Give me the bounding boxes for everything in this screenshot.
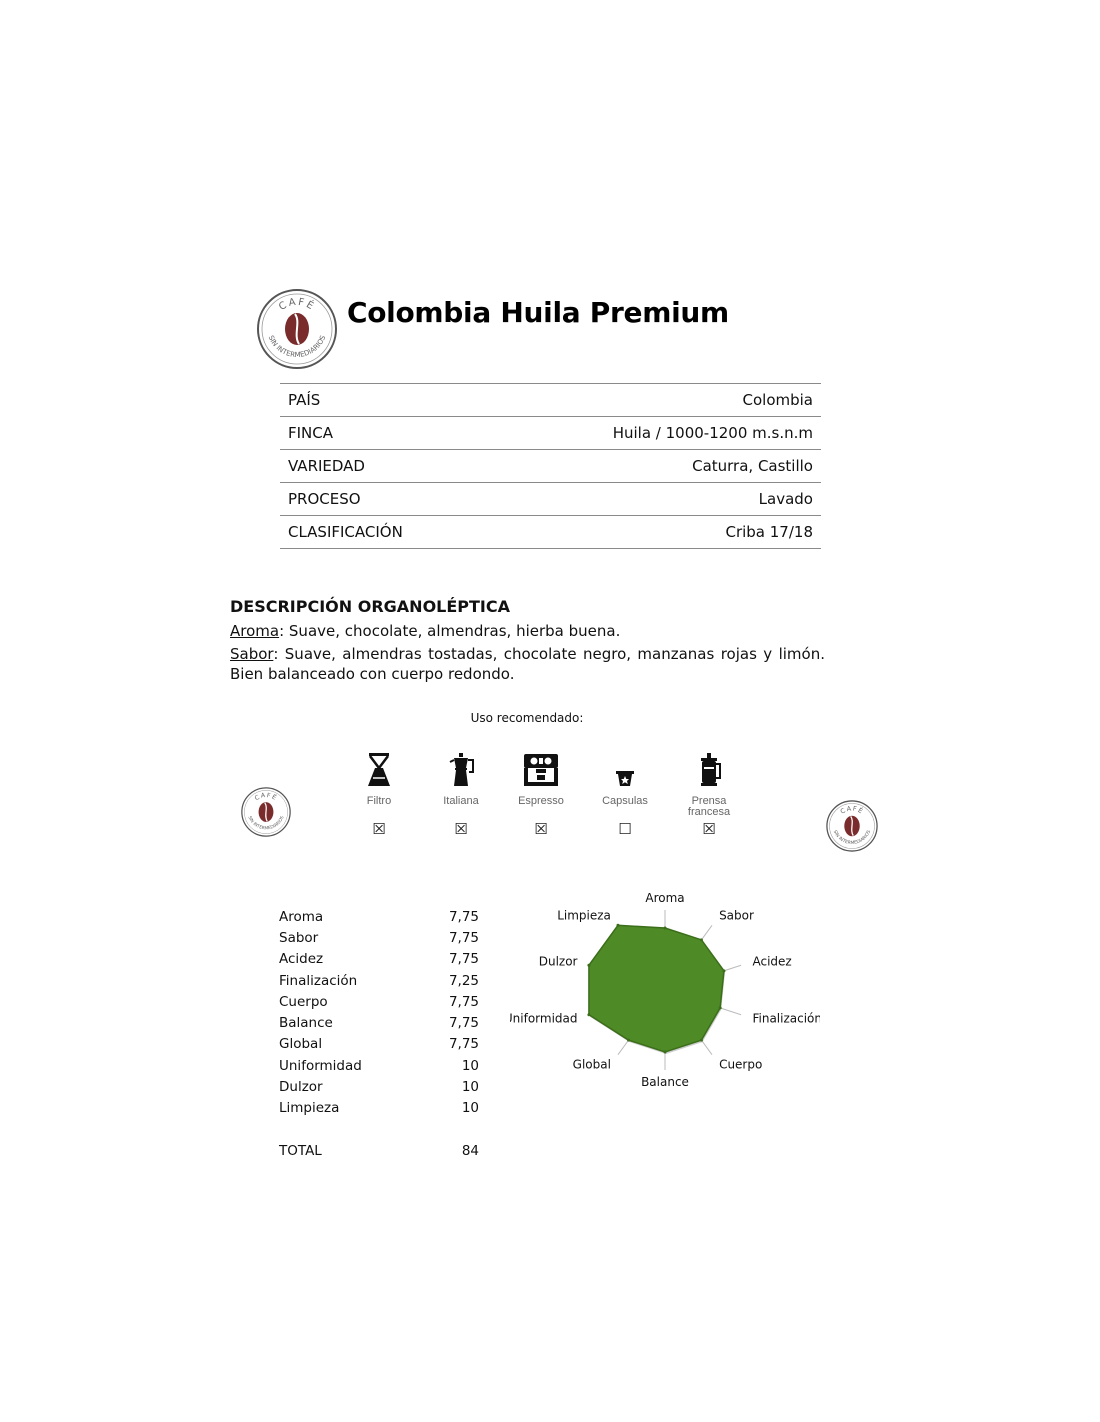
radar-point [722, 969, 725, 972]
score-value: 7,75 [448, 951, 479, 968]
score-value: 7,75 [448, 929, 479, 946]
score-row [279, 1076, 479, 1097]
spec-value: Criba 17/18 [725, 523, 813, 541]
total-label: TOTAL [279, 1142, 322, 1159]
spec-value: Caturra, Castillo [692, 457, 813, 475]
score-label: Acidez [279, 951, 324, 968]
score-row [279, 949, 479, 970]
logo-text-top: CAFÉ [277, 296, 317, 314]
aroma-text: : Suave, chocolate, almendras, hierba buena. [279, 622, 621, 640]
spec-label: FINCA [288, 424, 334, 442]
logo-text-top: CAFÉ [838, 804, 866, 816]
method-filtro [339, 750, 419, 838]
score-label: Dulzor [279, 1079, 323, 1096]
score-row [279, 1098, 479, 1119]
score-row [279, 927, 479, 948]
method-italiana [421, 750, 501, 838]
method-checkbox: ☒ [702, 820, 716, 838]
score-row [279, 1012, 479, 1033]
sabor-label: Sabor [230, 645, 274, 663]
total-value: 84 [461, 1142, 479, 1159]
spec-value: Huila / 1000-1200 m.s.n.m [612, 424, 813, 442]
aroma-label: Aroma [230, 622, 280, 640]
radar-point [700, 1039, 703, 1042]
spec-value: Lavado [758, 490, 813, 508]
method-label: Filtro [366, 795, 392, 807]
spec-row [280, 515, 821, 549]
radar-axis-label: Global [572, 1057, 611, 1072]
method-checkbox: ☒ [454, 820, 468, 838]
sabor-text: : Suave, almendras tostadas, chocolate negro, manzanas rojas y limón. Bien balanceado con cuerpo redondo. [230, 645, 825, 683]
spec-label: PROCESO [288, 490, 361, 508]
brand-logo [255, 287, 339, 371]
score-value: 7,75 [448, 993, 479, 1010]
spec-row [280, 482, 821, 515]
total-row [279, 1140, 479, 1161]
method-checkbox: ☒ [534, 820, 548, 838]
score-value: 7,75 [448, 1036, 479, 1053]
score-value: 10 [461, 1079, 479, 1096]
radar-axis-label: Aroma [645, 891, 685, 905]
score-value: 7,75 [448, 908, 479, 925]
radar-chart [510, 890, 820, 1094]
spec-table [280, 383, 821, 549]
logo-text-bottom: SIN INTERMEDIARIOS [266, 334, 328, 360]
score-label: Global [279, 1036, 323, 1053]
radar-axis-label: Sabor [719, 908, 754, 923]
organoleptic-description [230, 597, 825, 687]
spec-value: Colombia [742, 391, 813, 409]
method-capsulas [585, 750, 665, 838]
radar-point [587, 1013, 590, 1016]
page-title: Colombia Huila Premium [347, 296, 729, 329]
radar-point [664, 927, 667, 930]
score-row [279, 1034, 479, 1055]
score-value: 7,25 [448, 972, 479, 989]
score-label: Cuerpo [279, 993, 328, 1010]
radar-axis-label: Uniformidad [510, 1011, 578, 1026]
spec-row [280, 416, 821, 449]
score-row [279, 1055, 479, 1076]
logo-text-bottom: SIN INTERMEDIARIOS [831, 829, 873, 847]
radar-axis-label: Balance [641, 1075, 689, 1089]
spec-label: CLASIFICACIÓN [288, 523, 403, 541]
score-value: 7,75 [448, 1015, 479, 1032]
score-value: 10 [461, 1100, 479, 1117]
score-label: Aroma [279, 908, 324, 925]
radar-point [719, 1006, 722, 1009]
filter-dripper-icon [339, 750, 419, 788]
spec-label: PAÍS [288, 391, 321, 409]
score-value: 10 [461, 1057, 479, 1074]
aroma-line [230, 621, 825, 641]
spec-row [280, 383, 821, 416]
radar-point [627, 1039, 630, 1042]
score-row [279, 991, 479, 1012]
method-prensa-francesa [669, 750, 749, 838]
espresso-machine-icon [501, 750, 581, 788]
radar-point [664, 1051, 667, 1054]
spec-label: VARIEDAD [288, 457, 365, 475]
spec-row [280, 449, 821, 482]
logo-text-top: CAFÉ [253, 791, 279, 803]
brand-logo-small-right [825, 799, 879, 853]
radar-point [700, 938, 703, 941]
radar-point [616, 924, 619, 927]
radar-axis-label: Dulzor [538, 954, 578, 969]
radar-axis-label: Cuerpo [719, 1057, 763, 1072]
score-row [279, 906, 479, 927]
capsule-icon [585, 750, 665, 788]
radar-axis-label: Acidez [752, 954, 792, 969]
radar-series-area [589, 925, 724, 1052]
score-label: Limpieza [279, 1100, 340, 1117]
description-heading: DESCRIPCIÓN ORGANOLÉPTICA [230, 597, 511, 616]
brand-logo-small-left [240, 786, 292, 838]
method-checkbox: ☒ [372, 820, 386, 838]
french-press-icon [669, 750, 749, 788]
method-checkbox: ☐ [618, 820, 632, 838]
score-label: Balance [279, 1015, 333, 1032]
method-label: Capsulas [602, 795, 648, 807]
radar-axis-label: Limpieza [557, 908, 611, 923]
sabor-line [230, 644, 825, 684]
moka-pot-icon [421, 750, 501, 788]
cupping-scores [279, 906, 479, 1161]
uso-heading: Uso recomendado: [470, 711, 584, 725]
method-espresso [501, 750, 581, 838]
score-label: Uniformidad [279, 1057, 362, 1074]
logo-text-bottom: SIN INTERMEDIARIOS [246, 815, 286, 832]
score-label: Finalización [279, 972, 358, 989]
method-label: Italiana [443, 795, 479, 807]
method-label: Prensa francesa [687, 795, 731, 818]
radar-axis-label: Finalización [752, 1011, 820, 1026]
method-label: Espresso [518, 795, 564, 807]
score-row [279, 970, 479, 991]
score-label: Sabor [279, 929, 319, 946]
radar-point [587, 964, 590, 967]
